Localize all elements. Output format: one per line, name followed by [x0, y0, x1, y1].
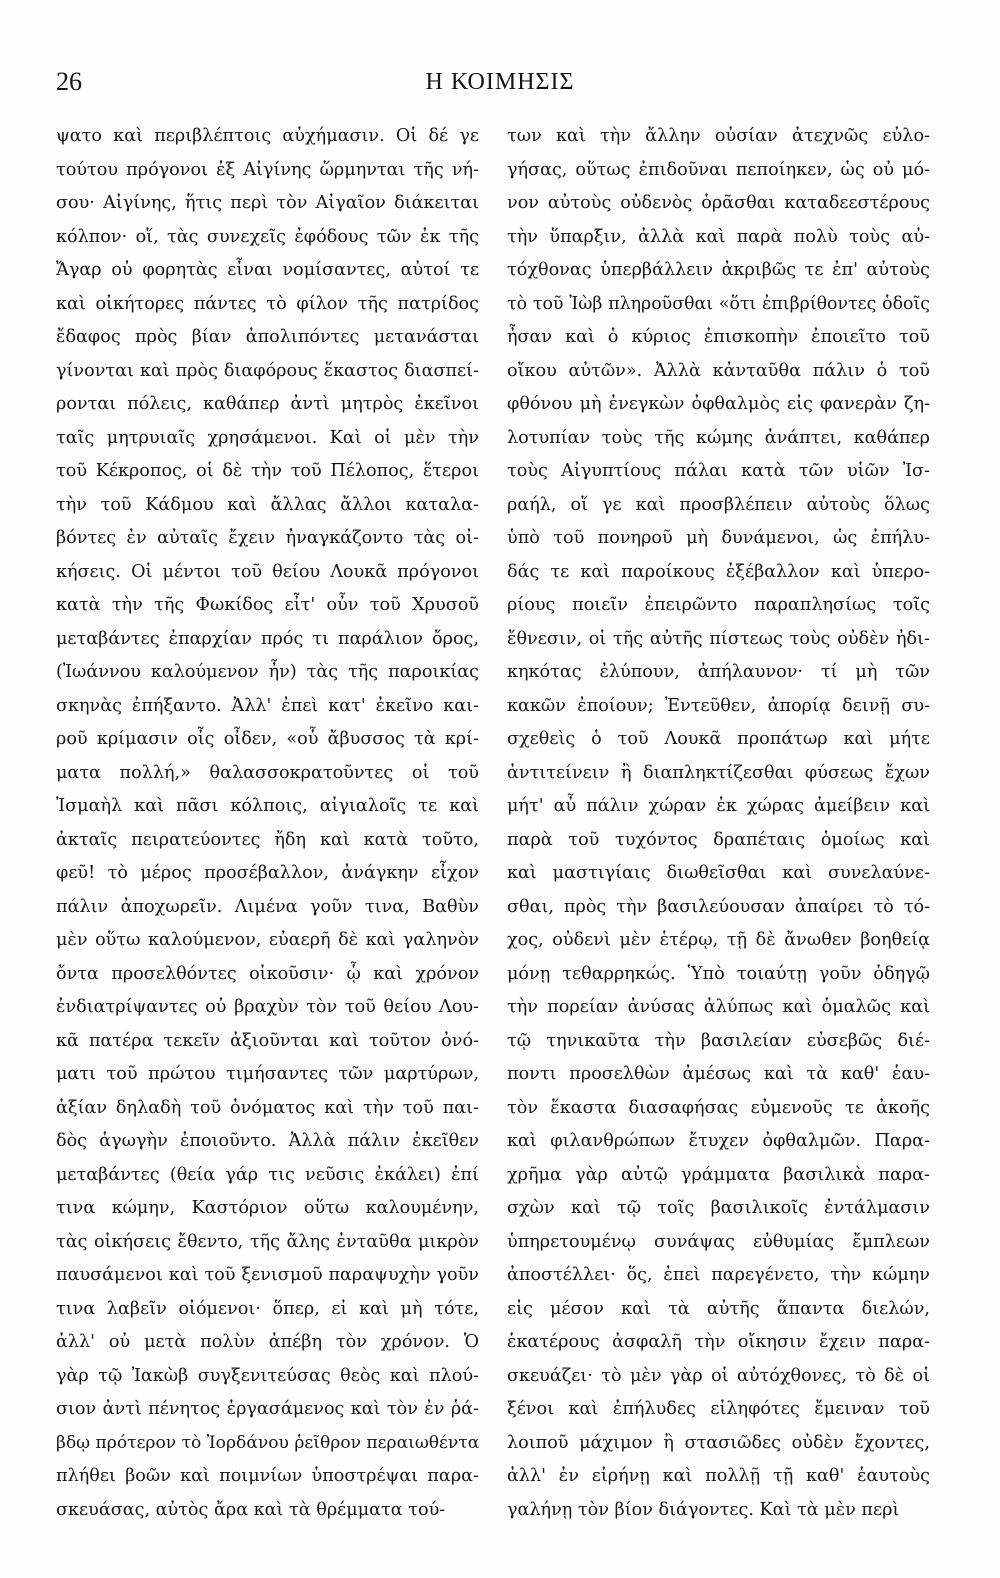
- left-column-line: τοῦ Κέκροπος, οἱ δὲ τὴν τοῦ Πέλοπος, ἕτεροι: [56, 461, 479, 481]
- left-column-line: καὶ οἰκήτορες πάντες τὸ φίλον τῆς πατρίδος: [56, 293, 479, 314]
- left-column-line: τὴν τοῦ Κάδμου καὶ ἄλλας ἄλλοι καταλα-: [56, 494, 479, 515]
- running-head: [54, 60, 946, 104]
- left-column-line: τινα κώμην, Καστόριον οὕτω καλουμένην,: [56, 1198, 479, 1218]
- left-column-line: τινα λαβεῖν οἰόμενοι· ὅπερ, εἰ καὶ μὴ τότε,: [56, 1298, 479, 1319]
- left-column-line: κατὰ τὴν τῆς Φωκίδος εἶτ' οὖν τοῦ Χρυσοῦ: [56, 595, 479, 615]
- right-column-line: τὴν πορείαν ἀνύσας ἀλύπως καὶ ὁμαλῶς καὶ: [507, 997, 930, 1017]
- right-column-line: ἀντιτείνειν ἢ διαπληκτίζεσθαι φύσεως ἔχων: [507, 762, 930, 783]
- left-column-line: τούτου πρόγονοι ἐξ Αἰγίνης ὥρμηνται τῆς νή-: [56, 159, 479, 180]
- right-column-line: τὴν ὕπαρξιν, ἀλλὰ καὶ παρὰ πολὺ τοὺς αὐ-: [507, 226, 930, 247]
- left-column-line: μεταβάντες ἐπαρχίαν πρός τι παράλιον ὄρος,: [56, 628, 479, 649]
- right-column-line: ρίους ποιεῖν ἐπειρῶντο παραπλησίως τοῖς: [507, 595, 930, 615]
- right-text-column: [507, 120, 930, 1527]
- left-column-line: σκευάσας, αὐτὸς ἄρα καὶ τὰ θρέμματα τού-: [56, 1499, 446, 1520]
- right-column-line: γαλήνῃ τὸν βίον διάγοντες. Καὶ τὰ μὲν περὶ: [507, 1499, 900, 1520]
- left-text-column: [56, 120, 479, 1527]
- left-column-line: γὰρ τῷ Ἰακὼβ συγξενιτεύσας θεὸς καὶ πλού-: [56, 1365, 479, 1386]
- left-column-line: ψατο καὶ περιβλέπτοις αὐχήμασιν. Οἱ δέ γε: [56, 126, 479, 146]
- right-column-line: τὸν ἕκαστα διασαφήσας εὐμενοῦς τε ἀκοῆς: [507, 1097, 930, 1118]
- left-column-line: Ἰσμαὴλ καὶ πᾶσι κόλποις, αἰγιαλοῖς τε καὶ: [56, 796, 479, 816]
- left-column-line: πάλιν ἀποχωρεῖν. Λιμένα γοῦν τινα, Βαθὺν: [56, 896, 479, 917]
- right-column-line: οἴκου αὐτῶν». Ἀλλὰ κἀνταῦθα πάλιν ὁ τοῦ: [507, 360, 930, 381]
- right-column-line: δάς τε καὶ παροίκους ἐξέβαλλον καὶ ὑπερο-: [507, 561, 930, 582]
- left-column-line: ἀκταῖς πειρατεύοντες ἤδη καὶ κατὰ τοῦτο,: [56, 829, 479, 850]
- right-column-line: των καὶ τὴν ἄλλην οὐσίαν ἀτεχνῶς εὐλο-: [507, 126, 930, 146]
- right-column-line: χος, οὐδενὶ μὲν ἑτέρῳ, τῇ δὲ ἄνωθεν βοηθείᾳ: [507, 930, 930, 950]
- left-column-line: σου· Αἰγίνης, ἥτις περὶ τὸν Αἰγαῖον διάκειται: [56, 193, 479, 213]
- right-column-line: λοιποῦ μάχιμον ἢ στασιῶδες οὐδὲν ἔχοντες,: [507, 1432, 930, 1453]
- left-column-line: ἀξίαν δηλαδὴ τοῦ ὀνόματος καὶ τὴν τοῦ παι-: [56, 1097, 479, 1118]
- left-column-line: πλήθει βοῶν καὶ ποιμνίων ὑποστρέψαι παρα-: [56, 1466, 479, 1486]
- right-column-line: χρῆμα γὰρ αὐτῷ γράμματα βασιλικὰ παρα-: [507, 1164, 930, 1185]
- right-column-line: νον αὐτοὺς οὐδενὸς ὁρᾶσθαι καταδεεστέρους: [507, 193, 930, 213]
- right-column-line: παρὰ τοῦ τυχόντος δραπέταις ὁμοίως καὶ: [507, 829, 930, 850]
- right-column-line: φθόνου μὴ ἐνεγκὼν ὀφθαλμὸς εἰς φανερὰν ζη-: [507, 394, 930, 414]
- right-column-line: τοὺς Αἰγυπτίους πάλαι κατὰ τῶν υἱῶν Ἰσ-: [507, 461, 930, 481]
- right-column-line: γήσας, οὕτως ἐπιδοῦναι πεποίηκεν, ὡς οὐ μό-: [507, 159, 930, 180]
- right-column-line: ἀλλ' ἐν εἰρήνῃ καὶ πολλῇ τῇ καθ' ἑαυτοὺς: [507, 1466, 930, 1486]
- left-column-line: κήσεις. Οἱ μέντοι τοῦ θείου Λουκᾶ πρόγονοι: [56, 561, 479, 582]
- right-column-line: καὶ φιλανθρώπων ἔτυχεν ὀφθαλμῶν. Παρα-: [507, 1131, 930, 1151]
- right-column-line: μόνῃ τεθαρρηκώς. Ὑπὸ τοιαύτῃ γοῦν ὁδηγῷ: [507, 963, 930, 984]
- left-column-line: βόντες ἐν αὐταῖς ἔχειν ἠναγκάζοντο τὰς οἰ-: [56, 528, 479, 548]
- right-column-line: τόχθονας ὑπερβάλλειν ἀκριβῶς τε ἐπ' αὐτοὺς: [507, 260, 930, 280]
- right-column-line: ραήλ, οἵ γε καὶ προσβλέπειν αὐτοὺς ὅλως: [507, 494, 930, 515]
- left-column-line: βδῳ πρότερον τὸ Ἰορδάνου ῥεῖθρον περαιωθέντα: [56, 1432, 479, 1453]
- right-column-line: τῷ τηνικαῦτα τὴν βασιλείαν εὐσεβῶς διέ-: [507, 1030, 930, 1051]
- left-column-line: δὸς ἀγωγὴν ἐποιοῦντο. Ἀλλὰ πάλιν ἐκεῖθεν: [56, 1131, 479, 1151]
- left-column-line: ἀλλ' οὐ μετὰ πολὺν ἀπέβη τὸν χρόνον. Ὁ: [56, 1332, 479, 1352]
- left-column-line: ροῦ κρίμασιν οἷς οἶδεν, «οὗ ἄβυσσος τὰ κρί-: [56, 729, 479, 749]
- left-column-line: τὰς οἰκήσεις ἔθεντο, τῆς ἄλης ἐνταῦθα μικρὸν: [56, 1231, 479, 1252]
- right-column-line: ἔθνεσιν, οἱ τῆς αὐτῆς πίστεως τοὺς οὐδὲν ἠδι-: [507, 628, 930, 649]
- left-column-line: ὄντα προσελθόντες οἰκοῦσιν· ᾧ καὶ χρόνον: [56, 963, 479, 984]
- left-column-line: μὲν οὕτω καλούμενον, εὐαερῆ δὲ καὶ γαληνὸν: [56, 930, 479, 950]
- right-column-line: σκευάζει· τὸ μὲν γὰρ οἱ αὐτόχθονες, τὸ δὲ οἱ: [507, 1365, 930, 1386]
- right-column-line: μήτ' αὖ πάλιν χώραν ἐκ χώρας ἀμείβειν καὶ: [507, 796, 930, 816]
- right-column-line: καὶ μαστιγίαις διωθεῖσθαι καὶ συνελαύνε-: [507, 863, 930, 883]
- right-column-line: ξένοι καὶ ἐπήλυδες εἰληφότες ἔμειναν τοῦ: [507, 1399, 930, 1419]
- right-column-line: ὑπὸ τοῦ πονηροῦ μὴ δυνάμενοι, ὡς ἐπήλυ-: [507, 528, 930, 548]
- left-column-line: κόλπον· οἵ, τὰς συνεχεῖς ἐφόδους τῶν ἐκ τῆς: [56, 226, 479, 247]
- right-column-line: σχεθεὶς ὁ τοῦ Λουκᾶ προπάτωρ καὶ μήτε: [507, 729, 930, 749]
- left-column-line: (Ἰωάννου καλούμενον ἦν) τὰς τῆς παροικίας: [56, 662, 479, 682]
- left-column-line: Ἄγαρ οὐ φορητὰς εἶναι νομίσαντες, αὐτοί τε: [56, 260, 479, 280]
- left-column-line: μεταβάντες (θεία γάρ τις νεῦσις ἐκάλει) ἐπί: [56, 1164, 479, 1185]
- right-column-line: ὑπηρετουμένῳ συνάψας εὐθυμίας ἔμπλεων: [507, 1231, 930, 1252]
- right-column-line: ποντι προσελθὼν ἀμέσως καὶ τὰ καθ' ἑαυ-: [507, 1064, 930, 1084]
- right-column-line: τὸ τοῦ Ἰὼβ πληροῦσθαι «ὅτι ἐπιβρίθοντες ὁδοῖς: [507, 293, 930, 314]
- left-column-line: φεῦ! τὸ μέρος προσέβαλλον, ἀνάγκην εἶχον: [56, 863, 479, 883]
- right-column-line: σχὼν καὶ τῷ τοῖς βασιλικοῖς ἐντάλμασιν: [507, 1198, 930, 1218]
- right-column-line: λοτυπίαν τοὺς τῆς κώμης ἀνάπτει, καθάπερ: [507, 427, 930, 448]
- left-column-line: παυσάμενοι καὶ τοῦ ξενισμοῦ παραψυχὴν γοῦν: [56, 1265, 479, 1285]
- right-column-line: ἦσαν καὶ ὁ κύριος ἐπισκοπὴν ἐποιεῖτο τοῦ: [507, 327, 930, 347]
- page-number: 26: [56, 67, 82, 96]
- left-column-line: σιον ἀντὶ πένητος ἐργασάμενος καὶ τὸν ἐν ῥά-: [56, 1399, 479, 1419]
- left-column-line: ταῖς μητρυιαῖς χρησάμενοι. Καὶ οἱ μὲν τὴν: [56, 427, 479, 448]
- right-column-line: ἀποστέλλει· ὅς, ἐπεὶ παρεγένετο, τὴν κώμην: [507, 1265, 930, 1285]
- right-column-line: κηκότας ἐλύπουν, ἀπήλαυνον· τί μὴ τῶν: [507, 662, 930, 682]
- left-column-line: ἐνδιατρίψαντες οὐ βραχὺν τὸν τοῦ θείου Λου-: [56, 997, 479, 1017]
- running-title: Η ΚΟΙΜΗΣΙΣ: [425, 69, 575, 95]
- right-column-line: κακῶν ἐποίουν; Ἐντεῦθεν, ἀπορίᾳ δεινῇ συ-: [507, 695, 930, 716]
- left-column-line: ἔδαφος πρὸς βίαν ἀπολιπόντες μετανάσται: [56, 327, 479, 347]
- right-column-line: εἰς μέσον καὶ τὰ αὐτῆς ἅπαντα διελών,: [507, 1298, 930, 1319]
- left-column-line: κᾶ πατέρα τεκεῖν ἀξιοῦνται καὶ τοῦτον ὀνό-: [56, 1030, 479, 1051]
- left-column-line: ματα πολλή,» θαλασσοκρατοῦντες οἱ τοῦ: [56, 762, 479, 783]
- right-column-line: σθαι, πρὸς τὴν βασιλεύουσαν ἀπαίρει τὸ τό-: [507, 896, 930, 917]
- left-column-line: ματι τοῦ πρώτου τιμήσαντες τῶν μαρτύρων,: [56, 1064, 479, 1084]
- left-column-line: γίνονται καὶ πρὸς διαφόρους ἕκαστος διασπεί-: [56, 360, 479, 381]
- left-column-line: σκηνὰς ἐπήξαντο. Ἀλλ' ἐπεὶ κατ' ἐκεῖνο και-: [56, 695, 479, 716]
- right-column-line: ἑκατέρους ἀσφαλῆ τὴν οἴκησιν ἔχειν παρα-: [507, 1332, 930, 1352]
- left-column-line: ρονται πόλεις, καθάπερ ἀντὶ μητρὸς ἐκεῖνοι: [56, 394, 479, 414]
